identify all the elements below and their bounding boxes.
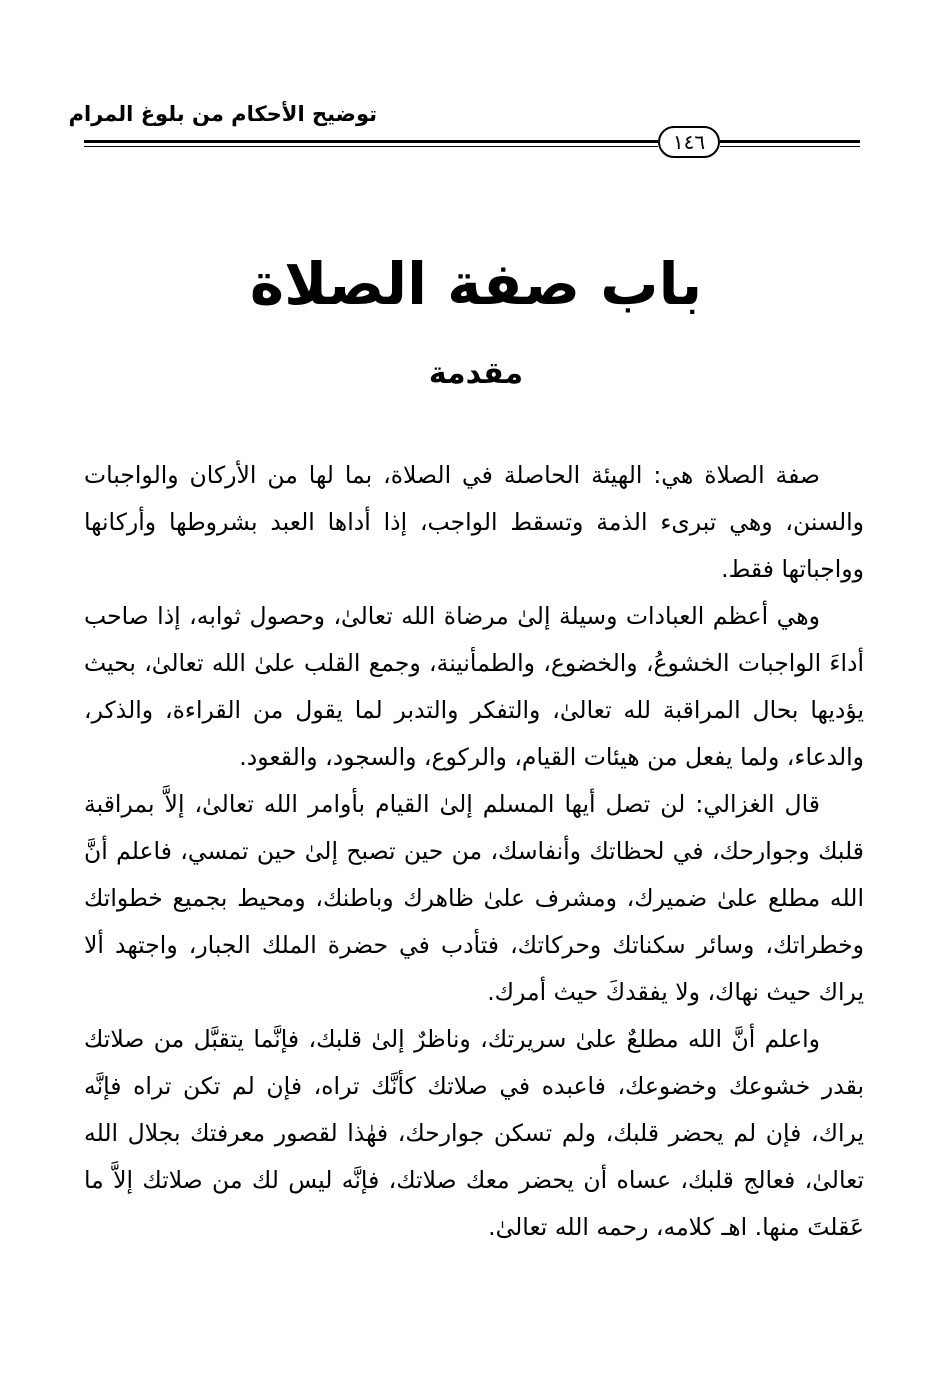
- header-rule-thin-right: [720, 146, 860, 147]
- header-rule-thick-right: [720, 140, 860, 143]
- paragraph-ghazali-continued: واعلم أنَّ الله مطلعٌ علىٰ سريرتك، وناظرٌ إلىٰ قلبك، فإنَّما يتقبَّل من صلاتك بقدر خشوعك وخضوعك، فاعبده في صلاتك كأنَّك تراه، فإن لم تكن تراه فإنَّه يراك، فإن لم يحضر قلبك، ولم تسكن جوارحك، فهٰذا لقصور معرفتك بجلال الله تعالىٰ، فعالج قلبك، عساه أن يحضر معك صلاتك، فإنَّه ليس لك من صلاتك إلاَّ ما عَقلتَ منها. اهـ كلامه، رحمه الله تعالىٰ.: [84, 1025, 864, 1241]
- paragraph-ghazali-quote: قال الغزالي: لن تصل أيها المسلم إلىٰ القيام بأوامر الله تعالىٰ، إلاَّ بمراقبة قلبك وجوارحك، في لحظاتك وأنفاسك، من حين تصبح إلىٰ حين تمسي، فاعلم أنَّ الله مطلع علىٰ ضميرك، ومشرف علىٰ ظاهرك وباطنك، ومحيط بجميع خطواتك وخطراتك، وسائر سكناتك وحركاتك، فتأدب في حضرة الملك الجبار، واجتهد ألا يراك حيث نهاك، ولا يفقدكَ حيث أمرك.: [84, 790, 864, 1006]
- paragraph-importance: وهي أعظم العبادات وسيلة إلىٰ مرضاة الله تعالىٰ، وحصول ثوابه، إذا صاحب أداءَ الواجبات الخشوعُ، والخضوع، والطمأنينة، وجمع القلب علىٰ الله تعالىٰ، بحيث يؤديها بحال المراقبة لله تعالىٰ، والتفكر والتدبر لما يقول من القراءة، والذكر، والدعاء، ولما يفعل من هيئات القيام، والركوع، والسجود، والقعود.: [84, 602, 864, 771]
- body-text: [84, 452, 864, 1251]
- section-title: مقدمة: [428, 356, 524, 391]
- paragraph-definition: صفة الصلاة هي: الهيئة الحاصلة في الصلاة، بما لها من الأركان والواجبات والسنن، وهي تبرىء الذمة وتسقط الواجب، إذا أداها العبد بشروطها وأركانها وواجباتها فقط.: [84, 461, 864, 583]
- header-rule-thin-left: [84, 146, 658, 147]
- page-number: ١٤٦: [658, 126, 720, 158]
- chapter-title: باب صفة الصلاة: [249, 250, 703, 318]
- running-header-title: توضيح الأحكام من بلوغ المرام: [68, 102, 377, 126]
- header-rule-thick-left: [84, 140, 658, 143]
